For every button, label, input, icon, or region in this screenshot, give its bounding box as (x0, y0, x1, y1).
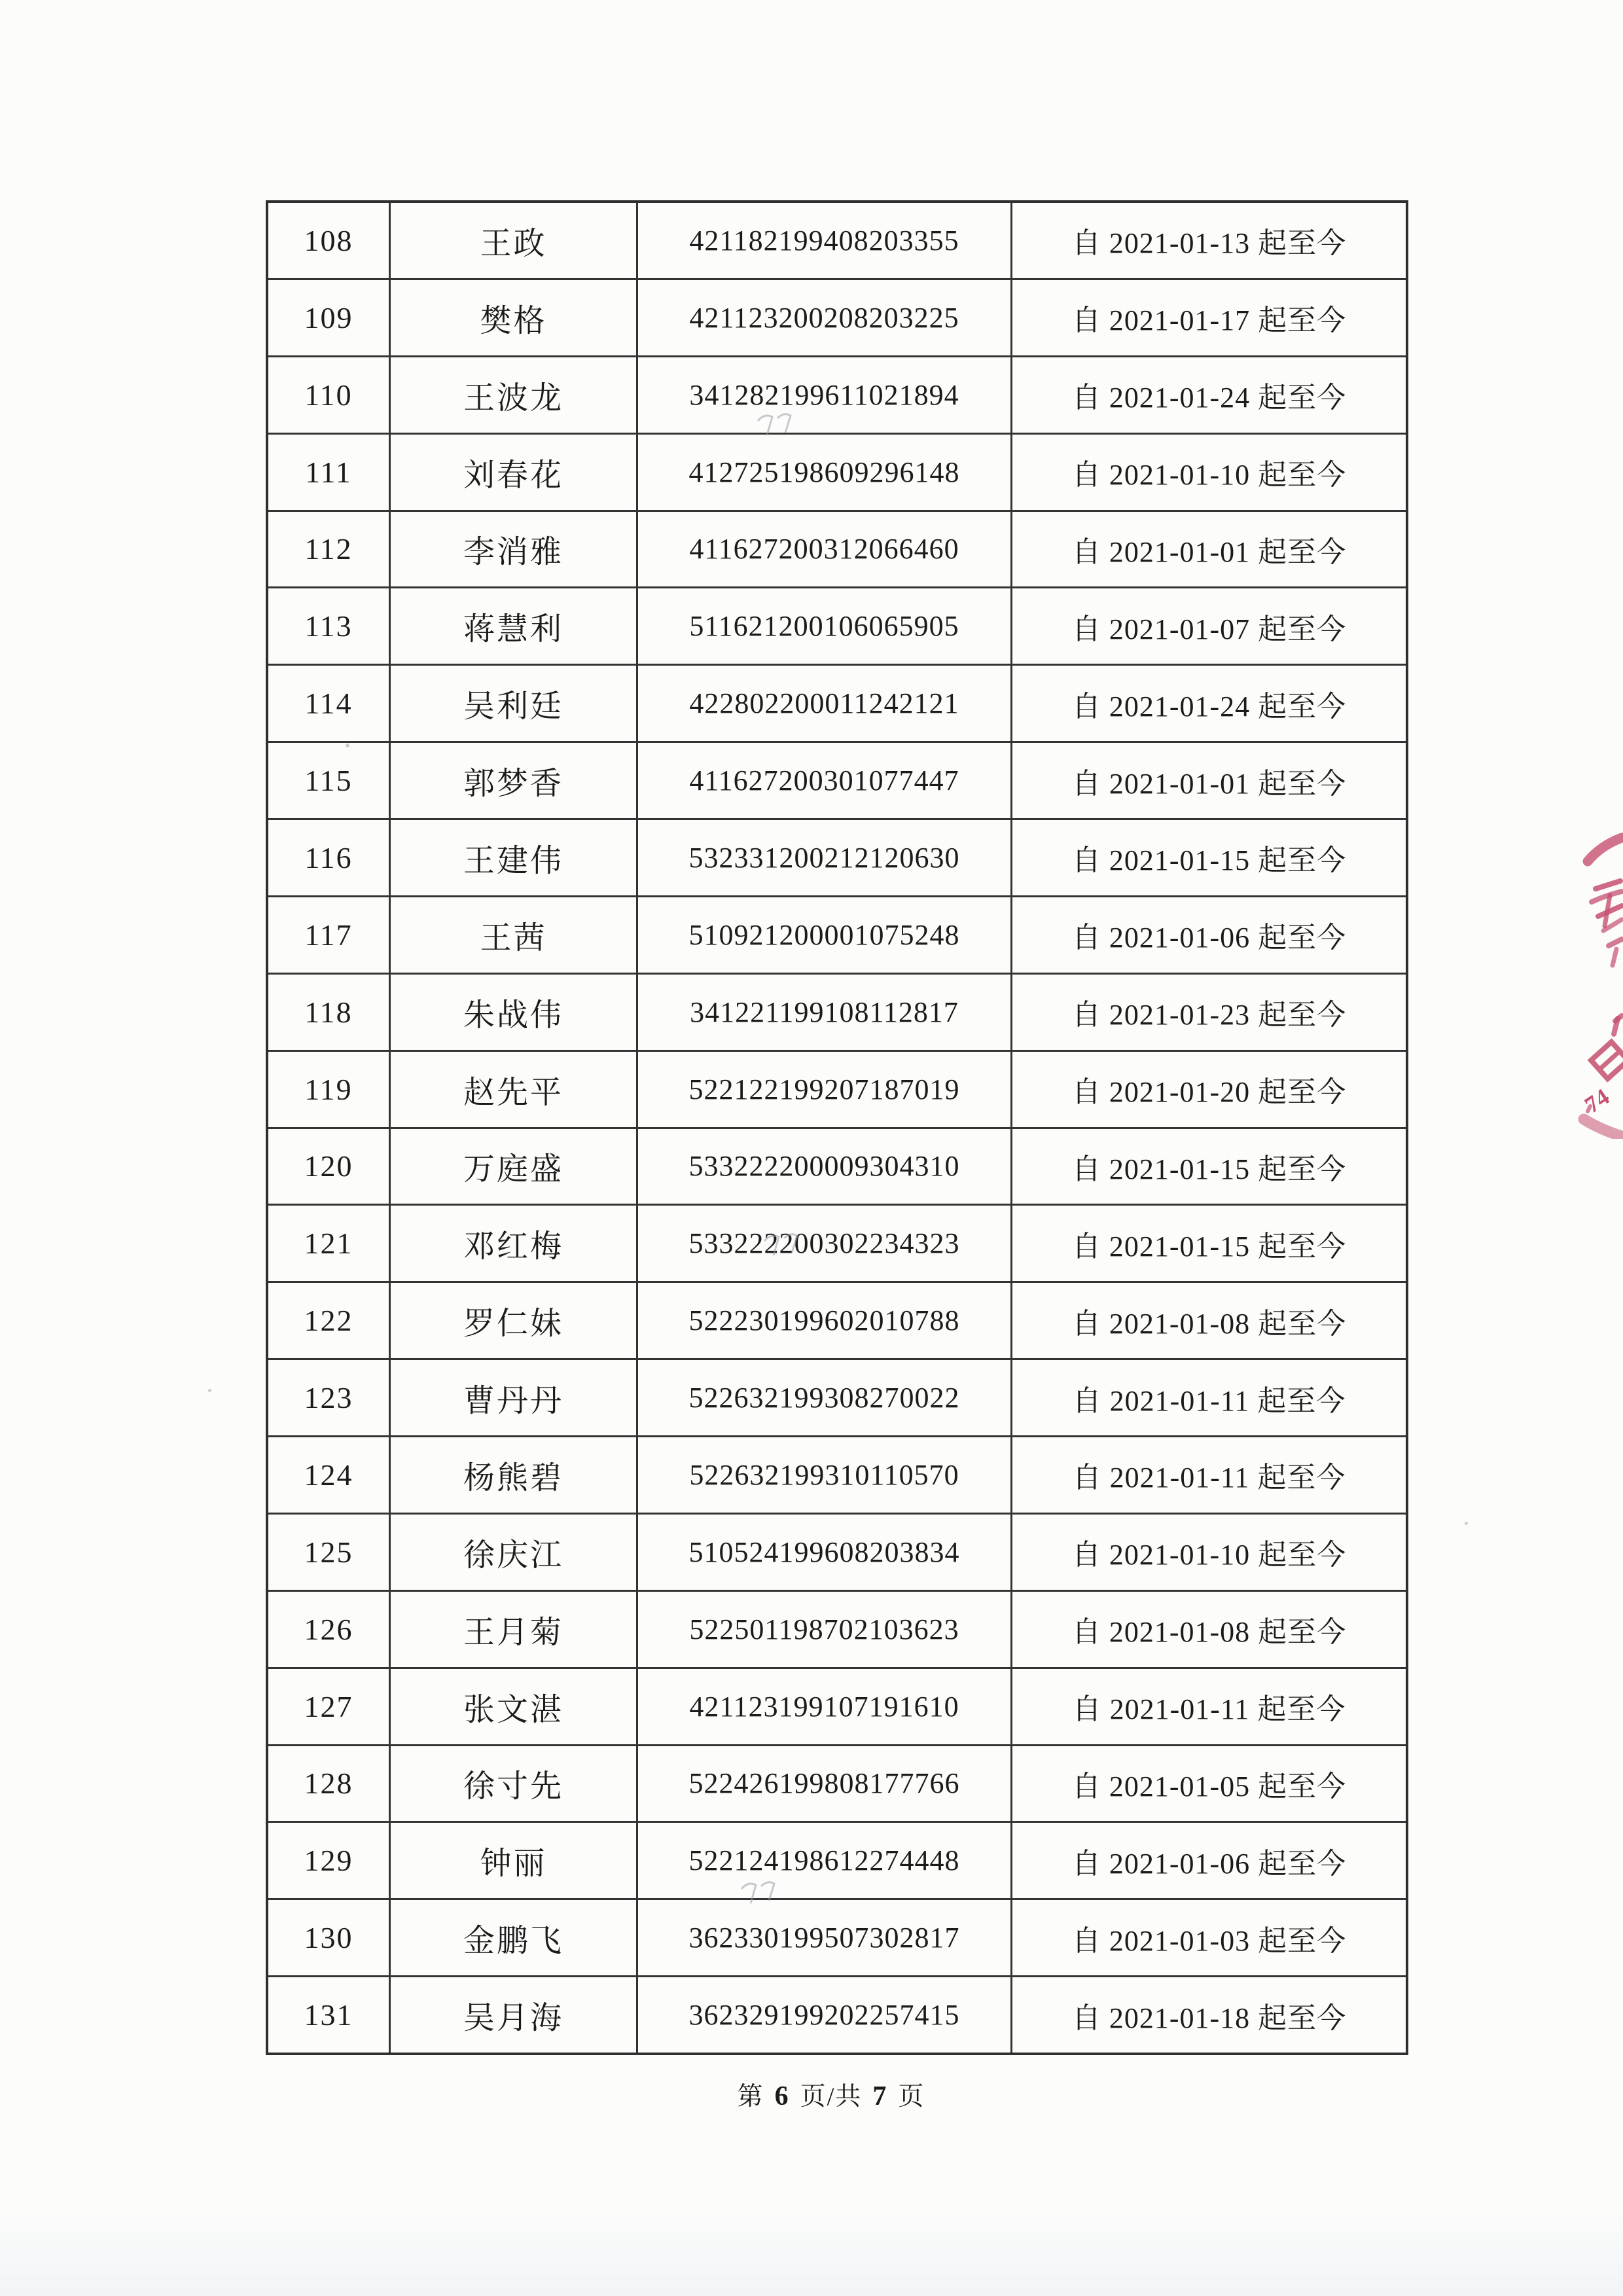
period-cell: 自 2021-01-11 起至今 (1010, 1437, 1406, 1513)
name-cell: 郭梦香 (389, 743, 636, 818)
table-row (268, 278, 1406, 355)
name-cell: 万庭盛 (389, 1129, 636, 1204)
name-cell: 王波龙 (389, 357, 636, 433)
row-number-cell: 122 (304, 1304, 353, 1338)
name-cell: 邓红梅 (389, 1206, 636, 1281)
period-cell: 自 2021-01-10 起至今 (1010, 435, 1406, 510)
id-number-cell: 533222200009304310 (636, 1129, 1010, 1204)
row-number-cell: 117 (304, 918, 353, 952)
row-number-cell: 109 (304, 300, 353, 334)
id-number-cell: 421182199408203355 (636, 203, 1010, 278)
row-number-cell: 115 (304, 764, 353, 798)
stamp-icon (1558, 818, 1623, 1139)
period-cell: 自 2021-01-15 起至今 (1010, 820, 1406, 895)
table-row (268, 818, 1406, 895)
row-number-cell: 128 (304, 1767, 353, 1801)
id-number-cell: 522124198612274448 (636, 1823, 1010, 1898)
id-number-cell: 532331200212120630 (636, 820, 1010, 895)
id-number-cell: 522122199207187019 (636, 1052, 1010, 1127)
name-cell: 刘春花 (389, 435, 636, 510)
row-number-cell: 113 (304, 609, 353, 643)
name-cell: 朱战伟 (389, 975, 636, 1050)
period-cell: 自 2021-01-06 起至今 (1010, 1823, 1406, 1898)
name-cell: 王月菊 (389, 1592, 636, 1667)
period-cell: 自 2021-01-10 起至今 (1010, 1515, 1406, 1590)
row-number-cell: 130 (304, 1921, 353, 1955)
row-number-cell: 131 (304, 1998, 353, 2032)
table-row (268, 1127, 1406, 1204)
period-cell: 自 2021-01-11 起至今 (1010, 1669, 1406, 1744)
table-row (268, 1281, 1406, 1358)
table-row (268, 664, 1406, 741)
period-cell: 自 2021-01-01 起至今 (1010, 743, 1406, 818)
period-cell: 自 2021-01-05 起至今 (1010, 1746, 1406, 1821)
footer-label-ye-gong: 页/共 (800, 2083, 863, 2111)
id-number-cell: 411627200301077447 (636, 743, 1010, 818)
table-row (268, 1435, 1406, 1513)
table-row (268, 741, 1406, 818)
table-row (268, 1898, 1406, 1975)
id-number-cell: 510921200001075248 (636, 897, 1010, 973)
paper-speck (346, 744, 349, 747)
stamp-number: 74 (1580, 1083, 1614, 1119)
table-row (268, 1821, 1406, 1898)
table-row (268, 1513, 1406, 1590)
period-cell: 自 2021-01-03 起至今 (1010, 1900, 1406, 1975)
period-cell: 自 2021-01-07 起至今 (1010, 588, 1406, 664)
period-cell: 自 2021-01-01 起至今 (1010, 512, 1406, 587)
period-cell: 自 2021-01-24 起至今 (1010, 357, 1406, 433)
table-row (268, 1975, 1406, 2053)
id-number-cell: 522426199808177766 (636, 1746, 1010, 1821)
period-cell: 自 2021-01-13 起至今 (1010, 203, 1406, 278)
total-pages: 7 (872, 2081, 888, 2111)
table-row (268, 895, 1406, 973)
name-cell: 王茜 (389, 897, 636, 973)
paper-speck (208, 1389, 211, 1392)
footer-label-ye: 页 (898, 2083, 925, 2111)
row-number-cell: 127 (304, 1689, 353, 1723)
period-cell: 自 2021-01-11 起至今 (1010, 1360, 1406, 1435)
row-number-cell: 111 (305, 455, 352, 489)
period-cell: 自 2021-01-18 起至今 (1010, 1977, 1406, 2053)
name-cell: 王建伟 (389, 820, 636, 895)
name-cell: 赵先平 (389, 1052, 636, 1127)
period-cell: 自 2021-01-08 起至今 (1010, 1592, 1406, 1667)
name-cell: 曹丹丹 (389, 1360, 636, 1435)
table-row (268, 433, 1406, 510)
name-cell: 钟丽 (389, 1823, 636, 1898)
id-number-cell: 522632199308270022 (636, 1360, 1010, 1435)
id-number-cell: 422802200011242121 (636, 666, 1010, 741)
id-number-cell: 522632199310110570 (636, 1437, 1010, 1513)
period-cell: 自 2021-01-24 起至今 (1010, 666, 1406, 741)
page-footer (20, 2076, 1623, 2113)
id-number-cell: 522501198702103623 (636, 1592, 1010, 1667)
name-cell: 李消雅 (389, 512, 636, 587)
row-number-cell: 119 (304, 1072, 353, 1106)
table-row (268, 1050, 1406, 1127)
name-cell: 吴利廷 (389, 666, 636, 741)
official-stamp (1558, 818, 1623, 1139)
period-cell: 自 2021-01-06 起至今 (1010, 897, 1406, 973)
row-number-cell: 118 (304, 995, 353, 1029)
id-number-cell: 341221199108112817 (636, 975, 1010, 1050)
id-number-cell: 522230199602010788 (636, 1283, 1010, 1358)
name-cell: 王政 (389, 203, 636, 278)
id-number-cell: 412725198609296148 (636, 435, 1010, 510)
name-cell: 罗仁妹 (389, 1283, 636, 1358)
name-cell: 徐寸先 (389, 1746, 636, 1821)
table-row (268, 1744, 1406, 1821)
id-number-cell: 341282199611021894 (636, 357, 1010, 433)
row-number-cell: 110 (304, 378, 353, 412)
row-number-cell: 126 (304, 1612, 353, 1646)
period-cell: 自 2021-01-23 起至今 (1010, 975, 1406, 1050)
period-cell: 自 2021-01-08 起至今 (1010, 1283, 1406, 1358)
name-cell: 杨熊碧 (389, 1437, 636, 1513)
name-cell: 吴月海 (389, 1977, 636, 2053)
id-number-cell: 533222200302234323 (636, 1206, 1010, 1281)
name-cell: 张文湛 (389, 1669, 636, 1744)
row-number-cell: 108 (304, 223, 353, 257)
table-row (268, 1204, 1406, 1281)
row-number-cell: 120 (304, 1149, 353, 1183)
row-number-cell: 116 (304, 840, 353, 874)
id-number-cell: 362329199202257415 (636, 1977, 1010, 2053)
table-row (268, 1667, 1406, 1744)
footer-label-di: 第 (737, 2083, 764, 2111)
table-row (268, 586, 1406, 664)
row-number-cell: 129 (304, 1844, 353, 1878)
page-number: 6 (774, 2081, 790, 2111)
table-row (268, 1590, 1406, 1667)
table-row (268, 355, 1406, 433)
table-row (268, 973, 1406, 1050)
row-number-cell: 114 (304, 687, 353, 721)
paper-speck (1465, 1522, 1468, 1525)
id-number-cell: 511621200106065905 (636, 588, 1010, 664)
row-number-cell: 124 (304, 1458, 353, 1492)
period-cell: 自 2021-01-15 起至今 (1010, 1129, 1406, 1204)
name-cell: 蒋慧利 (389, 588, 636, 664)
row-number-cell: 125 (304, 1535, 353, 1569)
name-cell: 金鹏飞 (389, 1900, 636, 1975)
row-number-cell: 121 (304, 1227, 353, 1261)
row-number-cell: 123 (304, 1381, 353, 1415)
table-row (268, 1358, 1406, 1435)
period-cell: 自 2021-01-17 起至今 (1010, 280, 1406, 355)
id-number-cell: 411627200312066460 (636, 512, 1010, 587)
id-number-cell: 362330199507302817 (636, 1900, 1010, 1975)
name-cell: 徐庆江 (389, 1515, 636, 1590)
row-number-cell: 112 (304, 532, 353, 566)
table-row (268, 203, 1406, 278)
quarantine-roster-table (266, 200, 1408, 2055)
name-cell: 樊格 (389, 280, 636, 355)
id-number-cell: 510524199608203834 (636, 1515, 1010, 1590)
period-cell: 自 2021-01-20 起至今 (1010, 1052, 1406, 1127)
id-number-cell: 421123199107191610 (636, 1669, 1010, 1744)
id-number-cell: 421123200208203225 (636, 280, 1010, 355)
period-cell: 自 2021-01-15 起至今 (1010, 1206, 1406, 1281)
table-row (268, 510, 1406, 587)
